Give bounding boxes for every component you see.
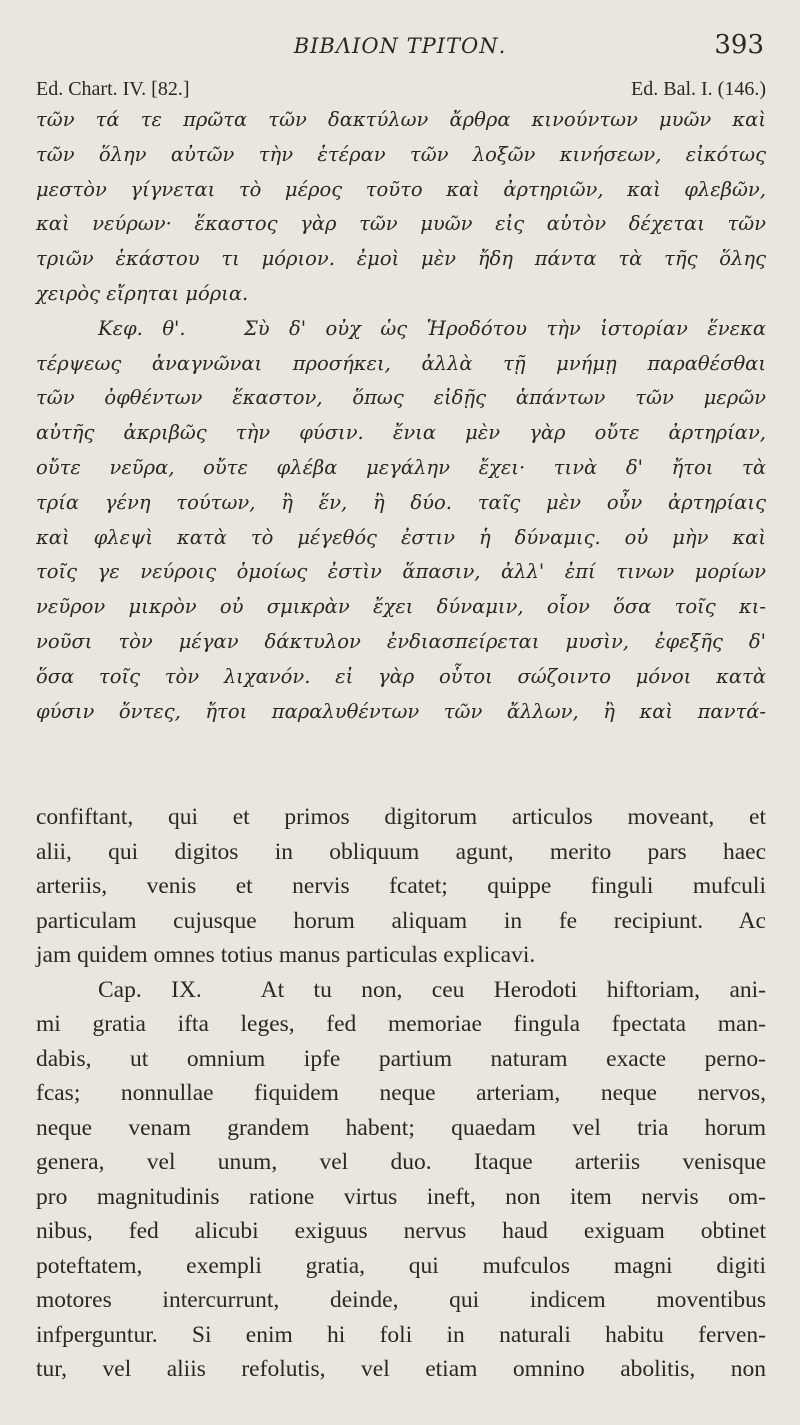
latin-line: mi gratia ifta leges, fed memoriae fingula fpectata man-	[36, 1011, 766, 1037]
latin-line: At tu non, ceu Herodoti hiftoriam, ani-	[260, 976, 766, 1003]
edition-basel: Ed. Bal. I. (146.)	[631, 78, 766, 100]
greek-line: φύσιν ὄντες, ἤτοι παραλυθέντων τῶν ἄλλων, ἢ καὶ παντά-	[36, 699, 766, 723]
latin-text-block	[36, 800, 766, 1387]
latin-line: pro magnitudinis ratione virtus ineft, non item nervis om-	[36, 1183, 766, 1210]
greek-line: νοῦσι τὸν μέγαν δάκτυλον ἐνδιασπείρεται μυσὶν, ἐφεξῆς δ'	[36, 629, 766, 653]
greek-line: τρία γένη τούτων, ἢ ἕν, ἢ δύο. ταῖς μὲν οὖν ἀρτηρίαις	[36, 490, 766, 514]
greek-chapter-first-line	[36, 312, 766, 347]
latin-chapter-label: Cap. IX.	[98, 976, 202, 1003]
edition-line	[36, 78, 766, 104]
latin-line: arteriis, venis et nervis fcatet; quippe finguli mufculi	[36, 873, 766, 899]
greek-line: τῶν τά τε πρῶτα τῶν δακτύλων ἄρθρα κινούντων μυῶν καὶ	[36, 108, 766, 131]
greek-line: καὶ νεύρων· ἕκαστος γὰρ τῶν μυῶν εἰς αὑτὸν δέχεται τῶν	[36, 212, 766, 236]
edition-chartier: Ed. Chart. IV. [82.]	[36, 78, 190, 100]
latin-line: fcas; nonnullae fiquidem neque arteriam, neque nervos,	[36, 1080, 766, 1106]
latin-line: tur, vel aliis refolutis, vel etiam omnino abolitis, non	[36, 1356, 766, 1382]
greek-line: χειρὸς εἴρηται μόρια.	[36, 281, 249, 305]
greek-line: καὶ φλεψὶ κατὰ τὸ μέγεθός ἐστιν ἡ δύναμις. οὐ μὴν καὶ	[36, 525, 766, 549]
latin-line: alii, qui digitos in obliquum agunt, merito pars haec	[36, 838, 766, 865]
running-head	[0, 30, 800, 64]
book-title: ΒΙΒΛΙΟΝ ΤΡΙΤΟΝ.	[293, 34, 507, 58]
latin-line: poteftatem, exempli gratia, qui mufculos magni digiti	[36, 1252, 766, 1279]
latin-line: infperguntur. Si enim hi foli in naturali habitu ferven-	[36, 1321, 766, 1348]
greek-line: οὔτε νεῦρα, οὔτε φλέβα μεγάλην ἔχει· τινὰ δ' ἤτοι τὰ	[36, 455, 766, 479]
latin-line: dabis, ut omnium ipfe partium naturam exacte perno-	[36, 1045, 766, 1072]
latin-line: neque venam grandem habent; quaedam vel tria horum	[36, 1114, 766, 1141]
latin-line: nibus, fed alicubi exiguus nervus haud exiguam obtinet	[36, 1218, 766, 1244]
greek-line: τῶν ὀφθέντων ἕκαστον, ὅπως εἰδῇς ἁπάντων τῶν μερῶν	[36, 386, 766, 410]
latin-line: genera, vel unum, vel duo. Itaque arteriis venisque	[36, 1149, 766, 1175]
latin-chapter-first-line	[36, 973, 766, 1008]
page-number: 393	[714, 30, 764, 60]
greek-line: ὅσα τοῖς τὸν λιχανόν. εἰ γὰρ οὗτοι σώζοιντο μόνοι κατὰ	[36, 664, 766, 688]
latin-line: confiftant, qui et primos digitorum articulos moveant, et	[36, 804, 766, 830]
greek-line: τοῖς γε νεύροις ὁμοίως ἐστὶν ἅπασιν, ἀλλ' ἐπί τινων μορίων	[36, 560, 766, 584]
greek-line: τριῶν ἑκάστου τι μόριον. ἐμοὶ μὲν ἤδη πάντα τὰ τῆς ὅλης	[36, 247, 766, 271]
latin-line: particulam cujusque horum aliquam in fe recipiunt. Ac	[36, 907, 766, 934]
greek-line: αὐτῆς ἀκριβῶς τὴν φύσιν. ἔνια μὲν γὰρ οὔτε ἀρτηρίαν,	[36, 421, 766, 445]
greek-line: μεστὸν γίγνεται τὸ μέρος τοῦτο καὶ ἀρτηριῶν, καὶ φλεβῶν,	[36, 177, 766, 201]
greek-line: τέρψεως ἀναγνῶναι προσήκει, ἀλλὰ τῇ μνήμῃ παραθέσθαι	[36, 351, 766, 375]
greek-line: Σὺ δ' οὐχ ὡς Ἡροδότου τὴν ἱστορίαν ἕνεκα	[243, 316, 766, 340]
greek-chapter-label: Κεφ. θ'.	[98, 316, 186, 340]
latin-line: jam quidem omnes totius manus particulas explicavi.	[36, 942, 536, 968]
greek-text-block	[36, 103, 766, 729]
latin-line: motores intercurrunt, deinde, qui indicem moventibus	[36, 1287, 766, 1313]
greek-line: νεῦρον μικρὸν οὐ σμικρὰν ἔχει δύναμιν, οἷον ὅσα τοῖς κι-	[36, 595, 766, 619]
greek-line: τῶν ὅλην αὐτῶν τὴν ἑτέραν τῶν λοξῶν κινήσεων, εἰκότως	[36, 142, 766, 166]
